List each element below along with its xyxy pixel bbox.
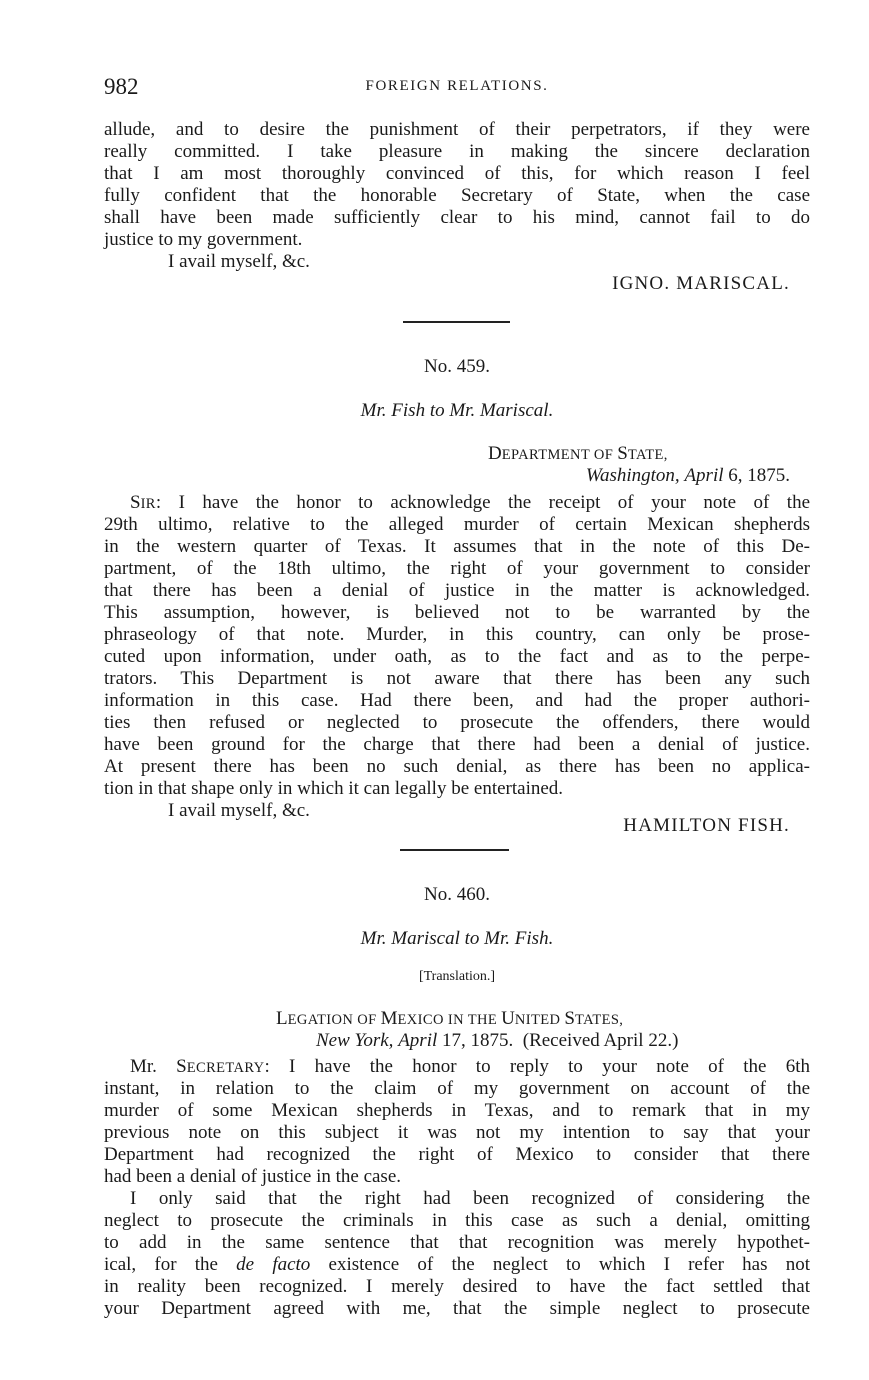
text-line: Mr. SECRETARY: I have the honor to reply to your note of the 6th (130, 1056, 810, 1077)
text-line: your Department agreed with me, that the simple neglect to prosecute (104, 1298, 810, 1319)
dateline-date: New York, April 17, 1875. (Received April 22.) (316, 1030, 679, 1051)
text-line: allude, and to desire the punishment of their perpetrators, if they were (104, 119, 810, 140)
text-line: neglect to prosecute the criminals in this case as such a denial, omitting (104, 1210, 810, 1231)
section-divider (403, 321, 510, 323)
text-line: phraseology of that note. Murder, in this country, can only be prose- (104, 624, 810, 645)
text-line: really committed. I take pleasure in making the sincere declaration (104, 141, 810, 162)
text-line: that I am most thoroughly convinced of this, for which reason I feel (104, 163, 810, 184)
page-header (104, 74, 810, 104)
text-line: in reality been recognized. I merely desired to have the fact settled that (104, 1276, 810, 1297)
text-line: ical, for the de facto existence of the neglect to which I refer has not (104, 1254, 810, 1275)
text-line: to add in the same sentence that that recognition was merely hypothet- (104, 1232, 810, 1253)
salutation: S (130, 492, 141, 513)
document-heading: Mr. Mariscal to Mr. Fish. (360, 928, 554, 949)
section-divider (400, 849, 509, 851)
text-line: 29th ultimo, relative to the alleged murder of certain Mexican shepherds (104, 514, 810, 535)
text-line: instant, in relation to the claim of my government on account of the (104, 1078, 810, 1099)
document-number: No. 460. (424, 884, 490, 905)
translation-note: [Translation.] (418, 969, 496, 984)
dateline-place: DEPARTMENT OF STATE, (488, 443, 668, 464)
text-line: have been ground for the charge that there had been a denial of justice. (104, 734, 810, 755)
text-line: tion in that shape only in which it can legally be entertained. (104, 778, 564, 799)
text-line: I only said that the right had been recognized of considering the (130, 1188, 810, 1209)
text-line: partment, of the 18th ultimo, the right of your government to consider (104, 558, 810, 579)
text-line: fully confident that the honorable Secretary of State, when the case (104, 185, 810, 206)
text-line: Department had recognized the right of Mexico to consider that there (104, 1144, 810, 1165)
text-line: At present there has been no such denial, as there has been no applica- (104, 756, 810, 777)
dateline-date: Washington, April 6, 1875. (585, 465, 790, 486)
closing-line: I avail myself, &c. (168, 251, 310, 272)
signature: IGNO. MARISCAL. (612, 273, 790, 294)
text-line: previous note on this subject it was not my intention to say that your (104, 1122, 810, 1143)
text-line: murder of some Mexican shepherds in Texas, and to remark that in my (104, 1100, 810, 1121)
text-line: in the western quarter of Texas. It assumes that in the note of this De- (104, 536, 810, 557)
text-line: justice to my government. (104, 229, 303, 250)
text-line: had been a denial of justice in the case. (104, 1166, 402, 1187)
received-note: (Received April 22.) (522, 1030, 679, 1051)
text-line: information in this case. Had there been, and had the proper authori- (104, 690, 810, 711)
dateline-place: LEGATION OF MEXICO IN THE UNITED STATES, (276, 1008, 624, 1029)
salutation: S (176, 1056, 187, 1077)
document-heading: Mr. Fish to Mr. Mariscal. (360, 400, 554, 421)
text-line: trators. This Department is not aware that there has been any such (104, 668, 810, 689)
signature: HAMILTON FISH. (623, 815, 790, 836)
document-number: No. 459. (424, 356, 490, 377)
running-title: FOREIGN RELATIONS. (365, 78, 549, 94)
text-line: that there has been a denial of justice in the matter is acknowledged. (104, 580, 810, 601)
closing-line: I avail myself, &c. (168, 800, 310, 821)
text-line: shall have been made sufficiently clear to his mind, cannot fail to do (104, 207, 810, 228)
text-line: This assumption, however, is believed not to be warranted by the (104, 602, 810, 623)
text-line: ties then refused or neglected to prosecute the offenders, there would (104, 712, 810, 733)
text-line: SIR: I have the honor to acknowledge the receipt of your note of the (130, 492, 810, 513)
text-line: cuted upon information, under oath, as to the fact and as to the perpe- (104, 646, 810, 667)
page-number: 982 (104, 74, 139, 99)
